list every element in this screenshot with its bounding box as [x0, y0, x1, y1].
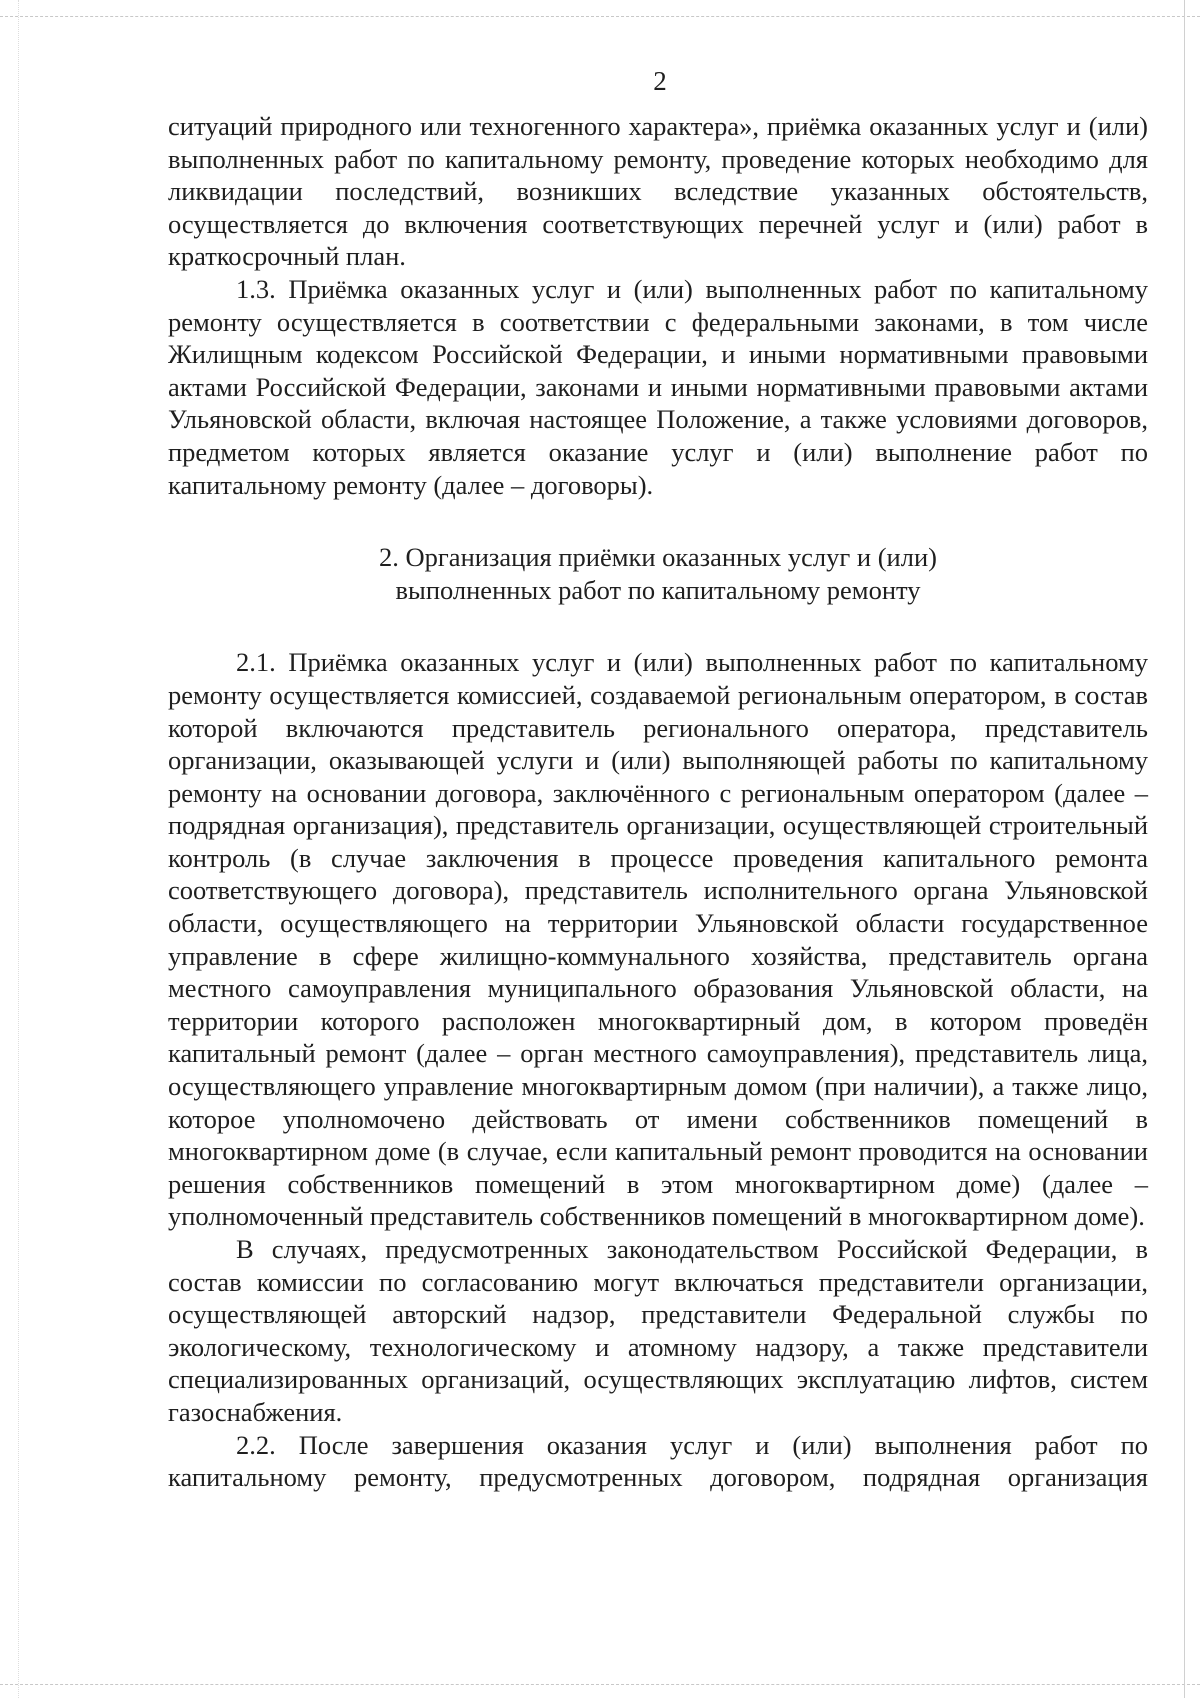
paragraph-2-1: 2.1. Приёмка оказанных услуг и (или) выполненных работ по капитальному ремонту осуществляется комиссией, создаваемой региональным оператором, в состав которой включаются представитель регионального оператора, представитель организации, оказывающей услуги и (или) выполняющей работы по капитальному ремонту на основании договора, заключённого с региональным оператором (далее – подрядная организация), представитель организации, осуществляющей строительный контроль (в случае заключения в процессе проведения капитального ремонта соответствующего договора), представитель исполнительного органа Ульяновской области, осуществляющего на территории Ульяновской области государственное управление в сфере жилищно-коммунального хозяйства, представитель органа местного самоуправления муниципального образования Ульяновской области, на территории которого расположен многоквартирный дом, в котором проведён капитальный ремонт (далее – орган местного самоуправления), представитель лица, осуществляющего управление многоквартирным домом (при наличии), а также лицо, которое уполномочено действовать от имени собственников помещений в многоквартирном доме (в случае, если капитальный ремонт проводится на основании решения собственников помещений в этом многоквартирном доме) (далее – уполномоченный представитель собственников помещений в многоквартирном доме).: [168, 647, 1148, 1232]
page-number: 2: [653, 66, 667, 96]
paragraph-1-3: 1.3. Приёмка оказанных услуг и (или) выполненных работ по капитальному ремонту осуществляется в соответствии с федеральными законами, в том числе Жилищным кодексом Российской Федерации, и иными нормативными правовыми актами Российской Федерации, законами и иными нормативными правовыми актами Ульяновской области, включая настоящее Положение, а также условиями договоров, предметом которых является оказание услуг и (или) выполнение работ по капитальному ремонту (далее – договоры).: [168, 273, 1148, 500]
document-body: [168, 110, 1148, 1494]
paragraph-continuation: ситуаций природного или техногенного характера», приёмка оказанных услуг и (или) выполненных работ по капитальному ремонту, проведение которых необходимо для ликвидации последствий, возникших вследствие указанных обстоятельств, осуществляется до включения соответствующих перечней услуг и (или) работ в краткосрочный план.: [168, 111, 1148, 272]
paragraph-2-2: 2.2. После завершения оказания услуг и (или) выполнения работ по капитальному ремонту, предусмотренных договором, подрядная организация: [168, 1429, 1148, 1493]
scan-edge-right: [1184, 0, 1185, 1698]
section-2-heading-line1: 2. Организация приёмки оказанных услуг и (или): [379, 542, 937, 573]
section-2-heading: [168, 541, 1148, 606]
scan-edge-bottom: [0, 1684, 1200, 1685]
section-2-heading-line2: выполненных работ по капитальному ремонту: [395, 574, 921, 605]
paragraph-commission-optional: В случаях, предусмотренных законодательством Российской Федерации, в состав комиссии по согласованию могут включаться представители организации, осуществляющей авторский надзор, представители Федеральной службы по экологическому, технологическому и атомному надзору, а также представители специализированных организаций, осуществляющих эксплуатацию лифтов, систем газоснабжения.: [168, 1234, 1148, 1427]
scan-edge-left: [18, 0, 19, 1698]
scan-edge-top: [0, 16, 1200, 17]
